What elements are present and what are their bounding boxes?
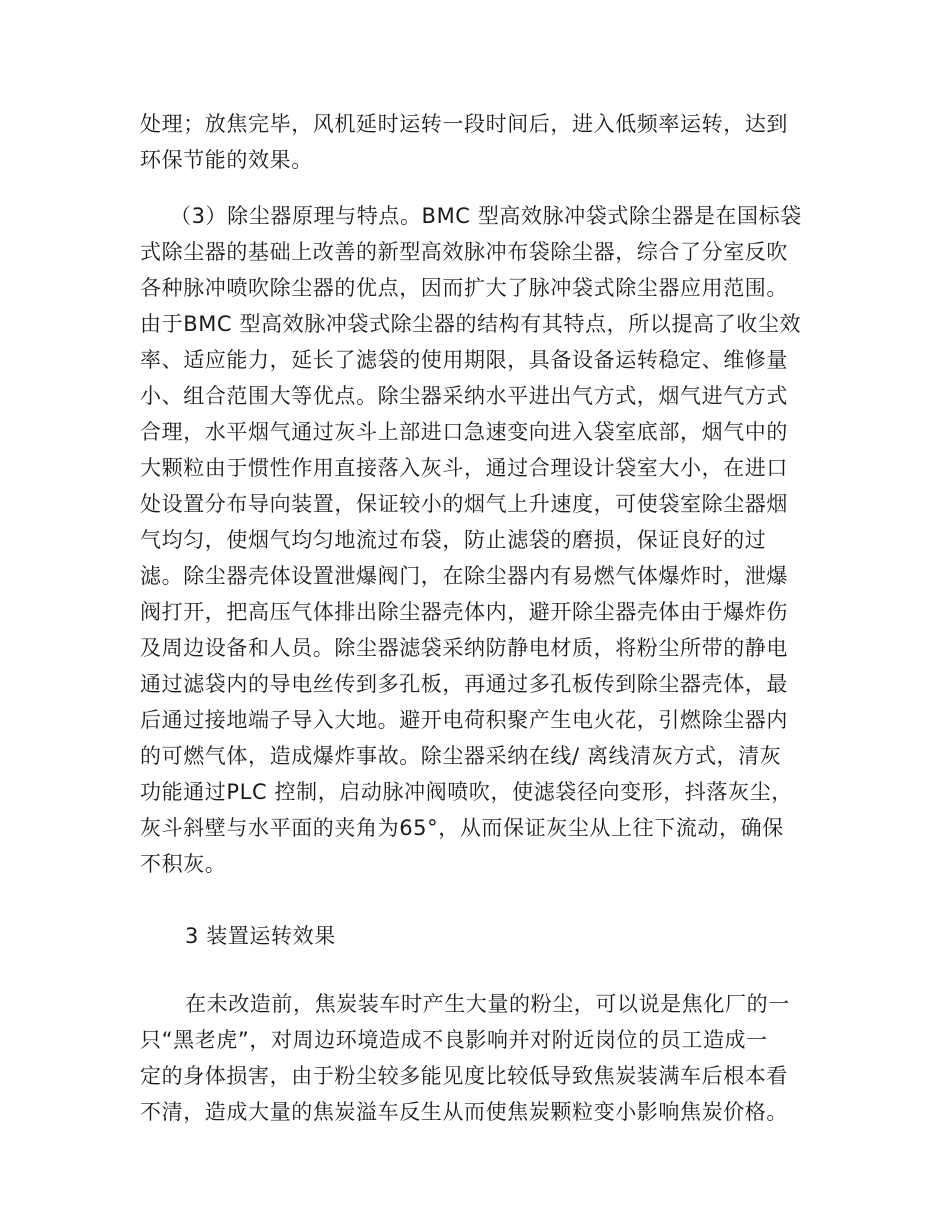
text-line: 率、适应能力，延长了滤袋的使用期限，具备设备运转稳定、维修量	[140, 348, 788, 372]
text-line: 合理，水平烟气通过灰斗上部进口急速变向进入袋室底部，烟气中的	[140, 420, 788, 444]
text-line: 式除尘器的基础上改善的新型高效脉冲布袋除尘器，综合了分室反吹	[140, 240, 788, 264]
text-line: 不积灰。	[140, 852, 227, 876]
paragraph-first-line: 在未改造前，焦炭装车时产生大量的粉尘，可以说是焦化厂的一	[185, 992, 790, 1016]
text-line: 由于BMC 型高效脉冲袋式除尘器的结构有其特点，所以提高了收尘效	[140, 312, 802, 336]
text-line: 通过滤袋内的导电丝传到多孔板，再通过多孔板传到除尘器壳体，最	[140, 672, 788, 696]
text-line: 处理；放焦完毕，风机延时运转一段时间后，进入低频率运转，达到	[140, 112, 788, 136]
text-line: 气均匀，使烟气均匀地流过布袋，防止滤袋的磨损，保证良好的过	[140, 528, 767, 552]
text-line: 的可燃气体，造成爆炸事故。除尘器采纳在线/ 离线清灰方式，清灰	[140, 744, 782, 768]
text-line: 大颗粒由于惯性作用直接落入灰斗，通过合理设计袋室大小，在进口	[140, 456, 788, 480]
paragraph-first-line: （3）除尘器原理与特点。BMC 型高效脉冲袋式除尘器是在国标袋	[170, 204, 802, 228]
text-line: 灰斗斜壁与水平面的夹角为65°，从而保证灰尘从上往下流动，确保	[140, 816, 784, 840]
text-line: 功能通过PLC 控制，启动脉冲阀喷吹，使滤袋径向变形，抖落灰尘，	[140, 780, 793, 804]
text-line: 阀打开，把高压气体排出除尘器壳体内，避开除尘器壳体由于爆炸伤	[140, 600, 788, 624]
text-line: 处设置分布导向装置，保证较小的烟气上升速度，可使袋室除尘器烟	[140, 492, 788, 516]
text-line: 定的身体损害，由于粉尘较多能见度比较低导致焦炭装满车后根本看	[140, 1064, 788, 1088]
text-line: 后通过接地端子导入大地。避开电荷积聚产生电火花，引燃除尘器内	[140, 708, 788, 732]
text-line: 及周边设备和人员。除尘器滤袋采纳防静电材质，将粉尘所带的静电	[140, 636, 788, 660]
text-line: 环保节能的效果。	[140, 148, 313, 172]
text-line: 滤。除尘器壳体设置泄爆阀门，在除尘器内有易燃气体爆炸时，泄爆	[140, 564, 788, 588]
text-line: 小、组合范围大等优点。除尘器采纳水平进出气方式，烟气进气方式	[140, 384, 788, 408]
text-line: 不清，造成大量的焦炭溢车反生从而使焦炭颗粒变小影响焦炭价格。	[140, 1100, 788, 1124]
text-line: 各种脉冲喷吹除尘器的优点，因而扩大了脉冲袋式除尘器应用范围。	[140, 276, 788, 300]
section-heading: 3 装置运转效果	[185, 924, 336, 948]
text-line: 只“黑老虎”，对周边环境造成不良影响并对附近岗位的员工造成一	[140, 1028, 768, 1052]
